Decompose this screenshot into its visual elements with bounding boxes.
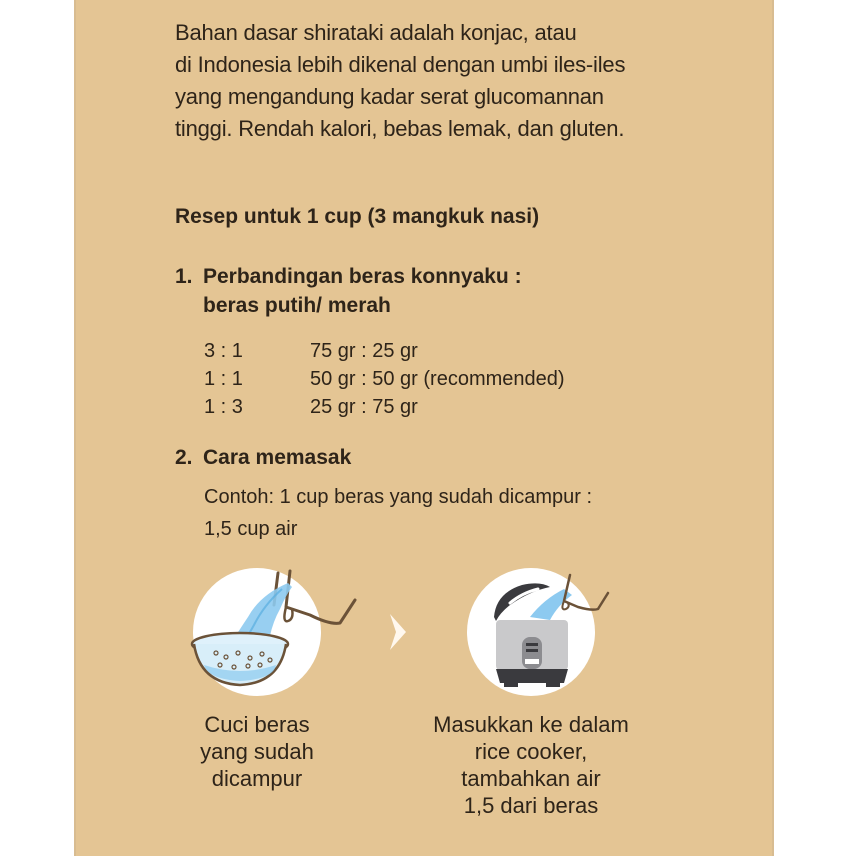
step-number: 1. <box>175 265 193 288</box>
ratio-row <box>204 365 565 393</box>
ratio-table <box>204 337 565 421</box>
caption-line: tambahkan air <box>461 766 601 791</box>
intro-line: Bahan dasar shirataki adalah konjac, atau <box>175 20 577 45</box>
ratio-amount: 25 gr : 75 gr <box>310 396 418 418</box>
step-title-line: beras putih/ merah <box>203 294 391 317</box>
example-line: 1,5 cup air <box>204 518 298 540</box>
caption-line: rice cooker, <box>474 739 588 764</box>
ratio-value: 1 : 1 <box>204 368 243 390</box>
instruction-caption-cook <box>418 711 644 819</box>
recipe-title: Resep untuk 1 cup (3 mangkuk nasi) <box>175 205 540 228</box>
caption-line: yang sudah <box>200 739 314 764</box>
caption-line: Cuci beras <box>204 712 310 737</box>
intro-line: di Indonesia lebih dikenal dengan umbi iles-iles <box>175 52 626 77</box>
washing-rice-icon <box>190 565 380 705</box>
ratio-amount: 50 gr : 50 gr (recommended) <box>310 368 565 390</box>
intro-line: yang mengandung kadar serat glucomannan <box>175 84 604 109</box>
example-line: Contoh: 1 cup beras yang sudah dicampur : <box>204 486 593 508</box>
ratio-value: 1 : 3 <box>204 396 243 418</box>
intro-line: tinggi. Rendah kalori, bebas lemak, dan gluten. <box>175 116 625 141</box>
step-number: 2. <box>175 446 193 469</box>
chevron-right-icon <box>386 608 410 656</box>
ratio-row <box>204 393 565 421</box>
step-title-line: Perbandingan beras konnyaku : <box>203 265 522 288</box>
step-title-line: Cara memasak <box>203 446 352 469</box>
caption-line: 1,5 dari beras <box>463 793 599 818</box>
cooking-example <box>204 481 592 545</box>
caption-line: dicampur <box>211 766 303 791</box>
rice-cooker-icon <box>460 565 620 705</box>
ratio-amount: 75 gr : 25 gr <box>310 340 418 362</box>
caption-line: Masukkan ke dalam <box>433 712 629 737</box>
step-2-heading <box>175 443 351 472</box>
ratio-value: 3 : 1 <box>204 340 243 362</box>
step-1-heading <box>175 262 522 320</box>
instruction-caption-wash <box>198 711 316 792</box>
intro-paragraph <box>175 17 755 145</box>
ratio-row <box>204 337 565 365</box>
